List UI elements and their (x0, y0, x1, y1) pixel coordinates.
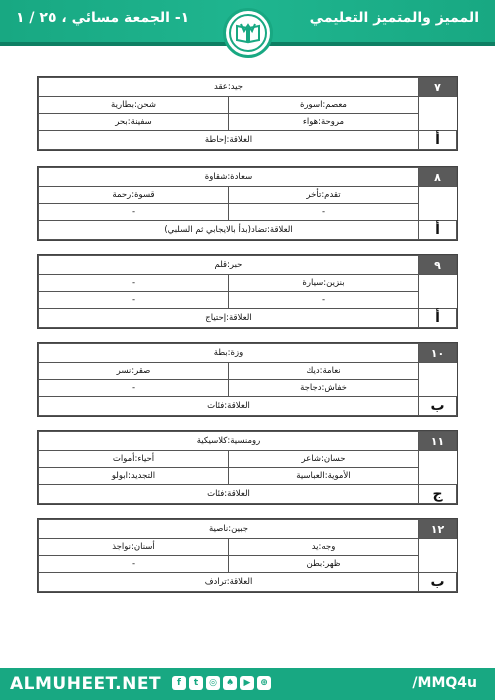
relation-text: العلاقة:إحتياج (39, 309, 419, 328)
site-url[interactable]: ALMUHEET.NET (10, 674, 162, 694)
social-handle[interactable]: /MMQ4u (412, 675, 477, 691)
facebook-icon[interactable]: f (172, 676, 186, 690)
option-cell: - (39, 556, 229, 573)
option-cell: مروحة:هواء (229, 114, 419, 131)
option-cell: - (39, 275, 229, 292)
question-number: ١٠ (419, 344, 457, 363)
option-cell: صقر:نسر (39, 363, 229, 380)
instagram-icon[interactable]: ◎ (206, 676, 220, 690)
option-cell: - (39, 292, 229, 309)
question-number: ١١ (419, 432, 457, 451)
question-block-8 (37, 166, 458, 241)
relation-text: العلاقة:إحاطة (39, 131, 419, 150)
option-cell: أسنان:نواجذ (39, 539, 229, 556)
question-pair: سعادة:شقاوة (39, 168, 419, 187)
option-cell: سفينة:بحر (39, 114, 229, 131)
option-cell: - (229, 292, 419, 309)
question-number: ٧ (419, 78, 457, 97)
answer-letter: ج (419, 485, 457, 504)
answer-letter: ب (419, 573, 457, 592)
question-number: ٩ (419, 256, 457, 275)
option-cell: بنزين:سيارة (229, 275, 419, 292)
option-cell: ظهر:بطن (229, 556, 419, 573)
answer-letter: أ (419, 309, 457, 328)
option-cell: نعامة:ديك (229, 363, 419, 380)
question-number: ٨ (419, 168, 457, 187)
question-block-10 (37, 342, 458, 417)
question-pair: وزة:بطة (39, 344, 419, 363)
answer-letter: أ (419, 131, 457, 150)
option-cell: - (39, 204, 229, 221)
question-pair: حبر:قلم (39, 256, 419, 275)
question-pair: جبين:ناصية (39, 520, 419, 539)
snapchat-icon[interactable]: ♠ (223, 676, 237, 690)
question-block-7 (37, 76, 458, 151)
option-cell: شحن:بطارية (39, 97, 229, 114)
option-cell: الأموية:العباسية (229, 468, 419, 485)
relation-text: العلاقة:تضاد(بدأ بالايجابي ثم السلبي) (39, 221, 419, 240)
question-pair: رومنسية:كلاسيكية (39, 432, 419, 451)
twitter-icon[interactable]: t (189, 676, 203, 690)
book-icon (235, 22, 261, 44)
session-label: ١- الجمعة مسائي ، ٢٥ / ١ (16, 10, 190, 26)
option-cell: معصم:اسورة (229, 97, 419, 114)
youtube-icon[interactable]: ▶ (240, 676, 254, 690)
brand-logo (223, 8, 273, 58)
question-number: ١٢ (419, 520, 457, 539)
option-cell: قسوة:رحمة (39, 187, 229, 204)
question-block-9 (37, 254, 458, 329)
page-footer (0, 668, 495, 700)
question-block-12 (37, 518, 458, 593)
option-cell: تقدم:تأخر (229, 187, 419, 204)
relation-text: العلاقة:فئات (39, 485, 419, 504)
question-block-11 (37, 430, 458, 505)
answer-letter: ب (419, 397, 457, 416)
option-cell: - (39, 380, 229, 397)
answer-letter: أ (419, 221, 457, 240)
social-icons (172, 676, 271, 690)
option-cell: وجه:يد (229, 539, 419, 556)
brand-title: المميز والمتميز التعليمي (309, 10, 479, 26)
option-cell: أحياء:أموات (39, 451, 229, 468)
option-cell: التجديد:ابولو (39, 468, 229, 485)
option-cell: - (229, 204, 419, 221)
web-icon[interactable]: ⊕ (257, 676, 271, 690)
question-pair: جيد:عقد (39, 78, 419, 97)
relation-text: العلاقة:ترادف (39, 573, 419, 592)
option-cell: حسان:شاعر (229, 451, 419, 468)
option-cell: خفاش:دجاجة (229, 380, 419, 397)
relation-text: العلاقة:فئات (39, 397, 419, 416)
